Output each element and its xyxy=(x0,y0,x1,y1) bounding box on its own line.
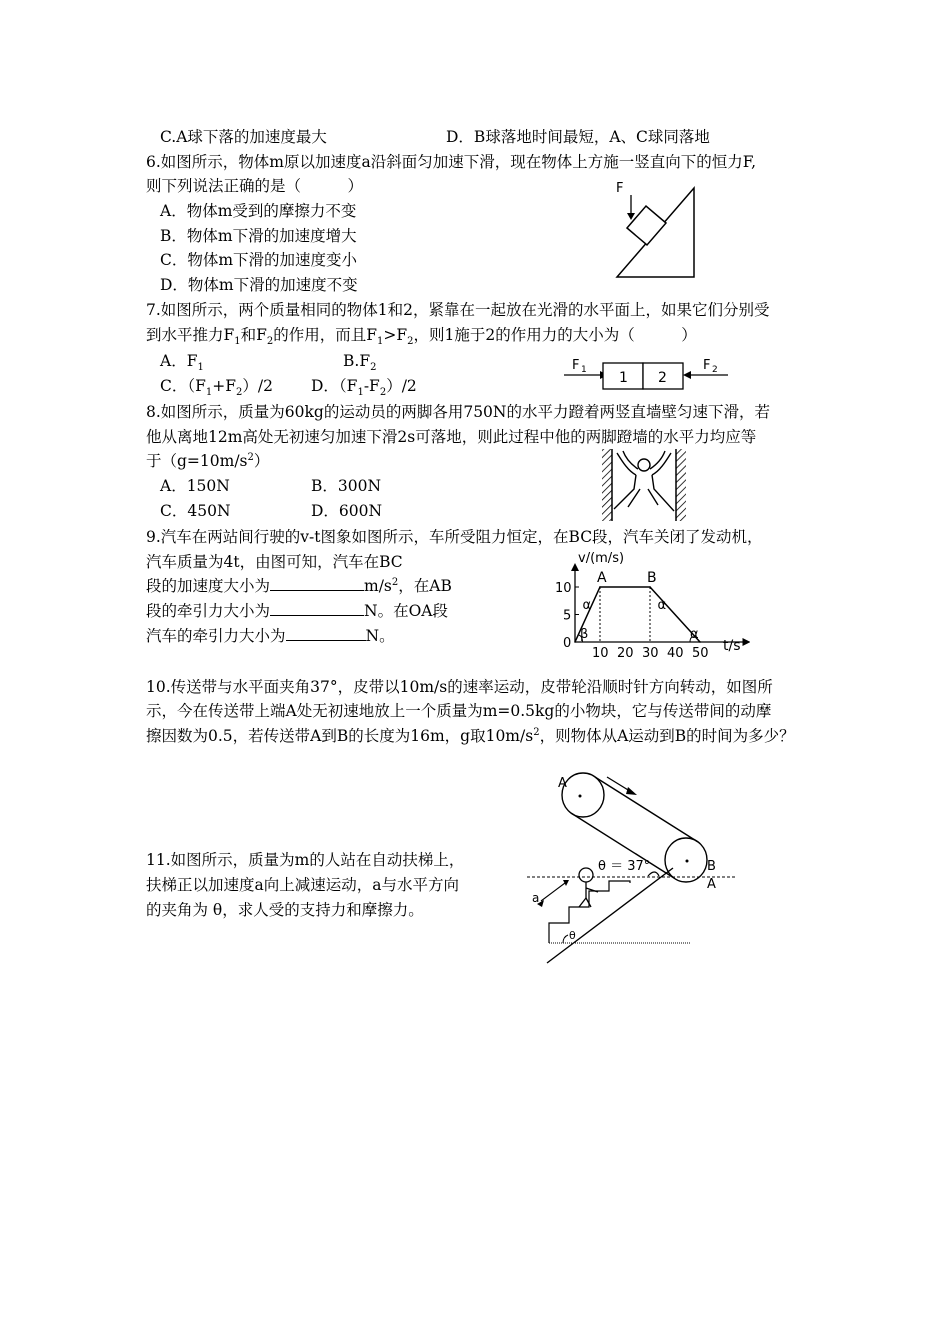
q6-option-b: B．物体m下滑的加速度增大 xyxy=(160,227,357,245)
svg-text:F: F xyxy=(703,358,711,373)
x-tick-label: 40 xyxy=(667,646,684,661)
q8-stem-line1: 8.如图所示，质量为60kg的运动员的两脚各用750N的水平力蹬着两竖直墙壁匀速下滑，若 xyxy=(146,403,770,421)
q8-option-a: A．150N xyxy=(160,477,230,495)
q10-stem-line1: 10.传送带与水平面夹角37°，皮带以10m/s的速率运动，皮带轮沿顺时针方向转动，如图所 xyxy=(146,678,773,696)
angle-label: α xyxy=(657,598,667,613)
q7-option-d: D．$(F_1-F_2)/2$ xyxy=(311,377,417,399)
y-tick-label: 0 xyxy=(563,636,572,651)
sub: 2 xyxy=(266,336,274,348)
q6-option-c: C．物体m下滑的加速度变小 xyxy=(160,251,358,269)
svg-text:F: F xyxy=(572,358,580,373)
svg-text:2: 2 xyxy=(712,365,718,375)
q6-option-a: A．物体m受到的摩擦力不变 xyxy=(160,202,357,220)
q7-text: 和F xyxy=(240,326,267,344)
q11-stem-line3: 的夹角为 θ，求人受的支持力和摩擦力。 xyxy=(146,901,424,919)
angle-label: θ ＝ 37° xyxy=(598,859,651,874)
q6-stem-line2: 则下列说法正确的是（ ） xyxy=(146,177,364,195)
angle-label: α xyxy=(690,627,699,642)
point-label-a: A xyxy=(597,570,607,586)
label-a-top: A xyxy=(558,776,567,791)
q8-athlete-walls-figure xyxy=(598,447,692,522)
q10-stem-line3: 擦因数为0.5，若传送带A到B的长度为16m，g取$10m/s^2$，则物体从A运动到B的时间为多少？ xyxy=(146,726,795,745)
left-wall xyxy=(602,449,612,521)
svg-text:2: 2 xyxy=(658,370,667,386)
blank-bc-acceleration[interactable] xyxy=(270,575,364,591)
q8-option-d: D．600N xyxy=(311,502,383,520)
acceleration-label: a xyxy=(532,891,540,905)
data-point xyxy=(574,641,576,643)
q6-stem-line1: 6.如图所示，物体m原以加速度a沿斜面匀加速下滑，现在物体上方施一竖直向下的恒力F, xyxy=(146,153,756,171)
pulley-a-center xyxy=(579,795,582,798)
svg-text:1: 1 xyxy=(619,370,628,386)
q8-stem-line2: 他从离地12m高处无初速匀加速下滑2s可落地，则此过程中他的两脚蹬墙的水平力均应等 xyxy=(146,428,757,446)
y-tick-label: 5 xyxy=(563,608,572,624)
q10-stem-line2: 示，今在传送带上端A处无初速地放上一个质量为m=0.5kg的小物块，它与传送带间的动摩 xyxy=(146,702,772,720)
q9-stem-line3: 段的加速度大小为 $m/s^2$，在AB xyxy=(146,576,452,595)
q7-text: >F xyxy=(383,326,408,344)
q10-q11-conveyor-escalator-figure xyxy=(525,765,745,970)
q8-stem-line3: 于$(g=10m/s^2)$ xyxy=(146,451,270,470)
sub: 1 xyxy=(377,336,384,348)
q9-stem-line4: 段的牵引力大小为 N。在OA段 xyxy=(146,602,448,620)
svg-text:1: 1 xyxy=(581,365,587,375)
x-axis-arrowhead xyxy=(743,638,751,646)
sub: 2 xyxy=(407,336,414,348)
label-b: B xyxy=(707,859,716,874)
pulley-b-center xyxy=(686,860,689,863)
x-tick-label: 30 xyxy=(642,646,659,661)
q9-stem-line1: 9.汽车在两站间行驶的v-t图象如图所示，车所受阻力恒定，在BC段，汽车关闭了发动机， xyxy=(146,528,763,546)
escalator-steps xyxy=(549,881,630,943)
angle-label: β xyxy=(580,627,589,642)
q7-text: 到水平推力F xyxy=(146,326,235,344)
q7-option-a: A．$F_1$ xyxy=(160,352,204,374)
q11-stem-line1: 11.如图所示，质量为m的人站在自动扶梯上， xyxy=(146,851,465,869)
q7-stem-line2 xyxy=(146,324,697,346)
q6-option-d: D．物体m下滑的加速度不变 xyxy=(160,276,358,294)
q11-stem-line2: 扶梯正以加速度a向上减速运动，a与水平方向 xyxy=(146,876,459,894)
q9-vt-chart xyxy=(540,545,750,665)
blank-oa-traction[interactable] xyxy=(286,625,366,641)
athlete xyxy=(614,451,674,511)
q7-stem-line1: 7.如图所示，两个质量相同的物体1和2，紧靠在一起放在光滑的水平面上，如果它们分别受 xyxy=(146,301,770,319)
block-m xyxy=(627,206,666,245)
q9-stem-line2: 汽车质量为4t，由图可知，汽车在BC xyxy=(146,553,403,571)
angle-label: α xyxy=(582,598,592,613)
q5-option-d: D．B球落地时间最短，A、C球同落地 xyxy=(446,128,710,146)
force-f-label: F xyxy=(616,181,624,196)
acceleration-arrow xyxy=(541,883,565,901)
q7-option-c: C．$(F_1+F_2)/2$ xyxy=(160,377,273,399)
label-a-bottom: A xyxy=(707,877,716,892)
x-tick-label: 20 xyxy=(617,646,634,661)
velocity-series-line xyxy=(575,587,700,642)
q8-option-c: C．450N xyxy=(160,502,231,520)
q7-text: 的作用，而且F xyxy=(273,326,378,344)
sub: 1 xyxy=(234,336,241,348)
y-axis-label: v/(m/s) xyxy=(578,551,625,566)
right-wall xyxy=(676,449,686,521)
x-axis-label: t/s xyxy=(723,638,741,654)
q6-incline-figure xyxy=(600,175,710,280)
q7-blocks-figure xyxy=(560,355,740,397)
q9-stem-line5: 汽车的牵引力大小为 N。 xyxy=(146,627,395,645)
q5-option-c: C.A球下落的加速度最大 xyxy=(160,128,327,146)
x-tick-label: 50 xyxy=(692,646,709,661)
theta-label: θ xyxy=(569,929,576,942)
y-tick-label: 10 xyxy=(555,581,572,596)
x-tick-label: 10 xyxy=(592,646,609,661)
data-point xyxy=(699,641,701,643)
point-label-b: B xyxy=(647,570,657,586)
blank-ab-traction[interactable] xyxy=(270,600,364,616)
q7-option-b: $B.F_2$ xyxy=(343,352,377,374)
q7-text: ，则1施于2的作用力的大小为（ ） xyxy=(413,326,697,344)
q8-option-b: B．300N xyxy=(311,477,382,495)
